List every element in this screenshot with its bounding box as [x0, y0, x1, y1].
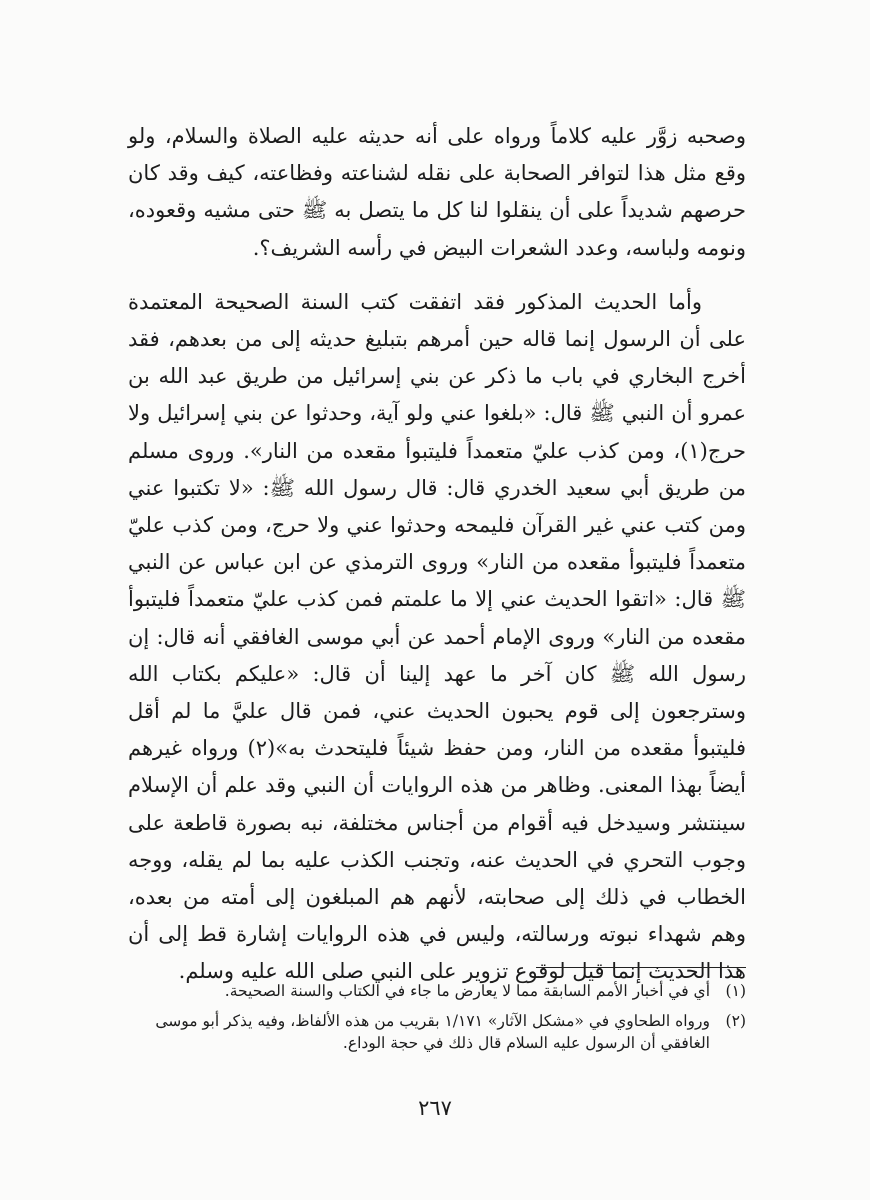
footnotes [150, 980, 746, 1062]
footnote-divider [536, 967, 746, 968]
page-number: ٢٦٧ [418, 1096, 452, 1120]
paragraph-2: وأما الحديث المذكور فقد اتفقت كتب السنة الصحيحة المعتمدة على أن الرسول إنما قاله حين أمرهم بتبليغ حديثه إلى من بعدهم، فقد أخرج البخاري في باب ما ذكر عن بني إسرائيل من طريق عبد الله بن عمرو أن النبي ﷺ قال: «بلغوا عني ولو آية، وحدثوا عن بني إسرائيل ولا حرج(١)، ومن كذب عليّ متعمداً فليتبوأ مقعده من النار». وروى مسلم من طريق أبي سعيد الخدري قال: قال رسول الله ﷺ: «لا تكتبوا عني ومن كتب عني غير القرآن فليمحه وحدثوا عني ولا حرج، ومن كذب عليّ متعمداً فليتبوأ مقعده من النار» وروى الترمذي عن ابن عباس عن النبي ﷺ قال: «اتقوا الحديث عني إلا ما علمتم فمن كذب عليّ متعمداً فليتبوأ مقعده من النار» وروى الإمام أحمد عن أبي موسى الغافقي أنه قال: إن رسول الله ﷺ كان آخر ما عهد إلينا أن قال: «عليكم بكتاب الله وسترجعون إلى قوم يحبون الحديث عني، فمن قال عليَّ ما لم أقل فليتبوأ مقعده من النار، ومن حفظ شيئاً فليتحدث به»(٢) ورواه غيرهم أيضاً بهذا المعنى. وظاهر من هذه الروايات أن النبي وقد علم أن الإسلام سينتشر وسيدخل فيه أقوام من أجناس مختلفة، نبه بصورة قاطعة على وجوب التحري في الحديث عنه، وتجنب الكذب عليه بما لم يقله، ووجه الخطاب في ذلك إلى صحابته، لأنهم هم المبلغون إلى أمته من بعده، وهم شهداء نبوته ورسالته، وليس في هذه الروايات إشارة قط إلى أن هذا الحديث إنما قيل لوقوع تزوير على النبي صلى الله عليه وسلم. [128, 289, 746, 984]
footnote-number: (١) [725, 982, 746, 1000]
main-text [128, 118, 746, 991]
paragraph-1: وصحبه زوَّر عليه كلاماً ورواه على أنه حديثه عليه الصلاة والسلام، ولو وقع مثل هذا لتوافر الصحابة على نقله لشناعته وفظاعته، كيف وقد كان حرصهم شديداً على أن ينقلوا لنا كل ما يتصل به ﷺ حتى مشيه وقعوده، ونومه ولباسه، وعدد الشعرات البيض في رأسه الشريف؟. [128, 124, 746, 260]
footnote-text: ورواه الطحاوي في «مشكل الآثار» ١/١٧١ بقريب من هذه الألفاظ، وفيه يذكر أبو موسى الغافقي أن الرسول عليه السلام قال ذلك في حجة الوداع. [155, 1012, 710, 1052]
footnote-2 [150, 1010, 746, 1054]
footnote-text: أي في أخبار الأمم السابقة مما لا يعارض ما جاء في الكتاب والسنة الصحيحة. [224, 982, 710, 1000]
footnote-number: (٢) [725, 1012, 746, 1030]
footnote-1 [150, 980, 746, 1002]
